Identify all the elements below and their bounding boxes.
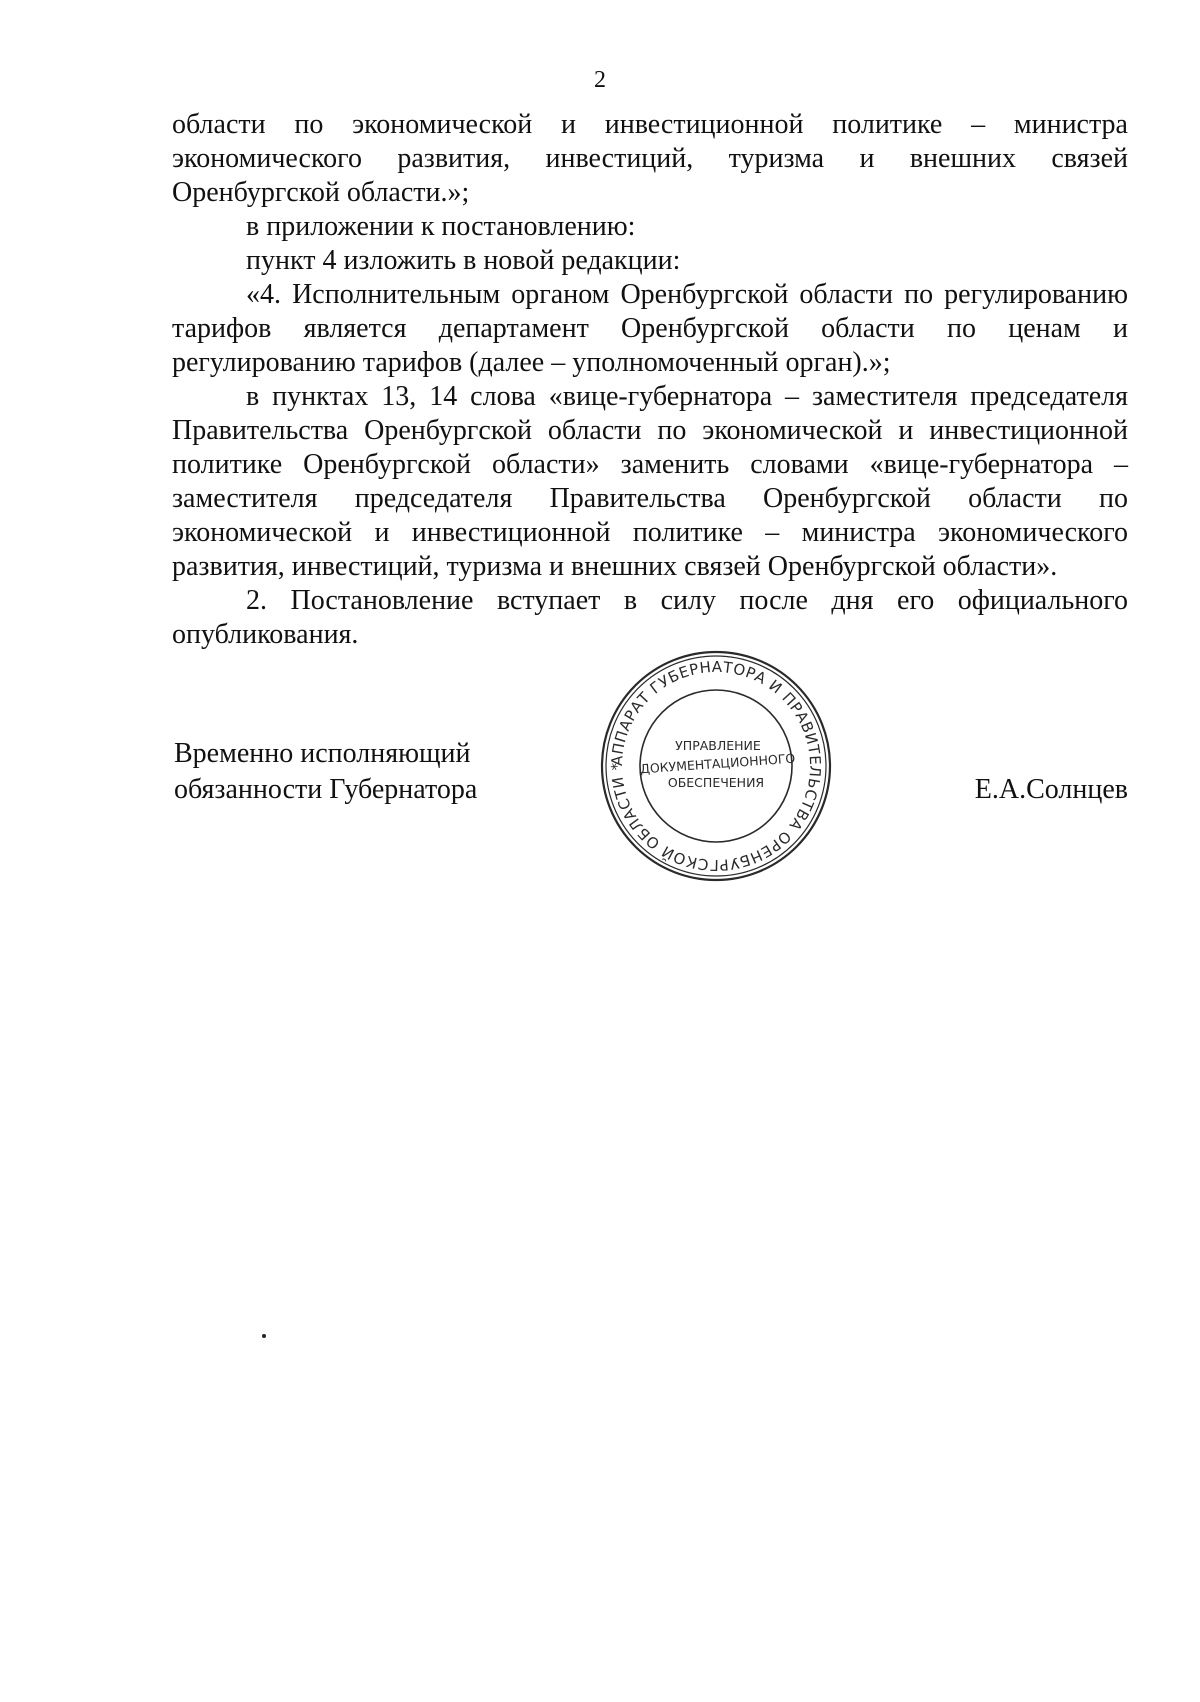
paragraph-6: 2. Постановление вступает в силу после дня его официального опубликования.	[172, 585, 1128, 650]
signatory-position	[174, 736, 477, 808]
stamp-ring-text: АППАРАТ ГУБЕРНАТОРА И ПРАВИТЕЛЬСТВА ОРЕНБУРГСКОЙ ОБЛАСТИ *	[607, 657, 825, 875]
stamp-center-line3: ОБЕСПЕЧЕНИЯ	[667, 775, 765, 790]
signatory-position-line1: Временно исполняющий	[174, 738, 471, 769]
official-stamp	[598, 648, 834, 884]
paragraph-3: пункт 4 изложить в новой редакции:	[246, 245, 681, 276]
scan-speck	[262, 1334, 266, 1338]
paragraph-2: в приложении к постановлению:	[246, 211, 636, 242]
document-body	[172, 108, 1128, 652]
stamp-center-line2: ДОКУМЕНТАЦИОННОГО	[639, 750, 796, 777]
paragraph-1: области по экономической и инвестиционной политике – министра экономического развития, инвестиций, туризма и внешних связей Оренбургской области.»;	[172, 109, 1128, 208]
signatory-position-line2: обязанности Губернатора	[174, 774, 478, 805]
paragraph-5: в пунктах 13, 14 слова «вице-губернатора – заместителя председателя Правительства Оренбургской области по экономической и инвестиционной политике Оренбургской области» заменить словами «вице-губернатора – заместителя председателя Правительства Оренбургской области по экономической и инвестиционной политике – министра экономического развития, инвестиций, туризма и внешних связей Оренбургской области».	[172, 381, 1128, 582]
stamp-center-line1: УПРАВЛЕНИЕ	[675, 738, 761, 753]
signatory-name: Е.А.Солнцев	[974, 774, 1128, 805]
paragraph-4: «4. Исполнительным органом Оренбургской области по регулированию тарифов является департамент Оренбургской области по ценам и регулированию тарифов (далее – уполномоченный орган).»;	[172, 279, 1128, 378]
stamp-graphic	[598, 648, 834, 884]
page-number: 2	[594, 67, 606, 93]
